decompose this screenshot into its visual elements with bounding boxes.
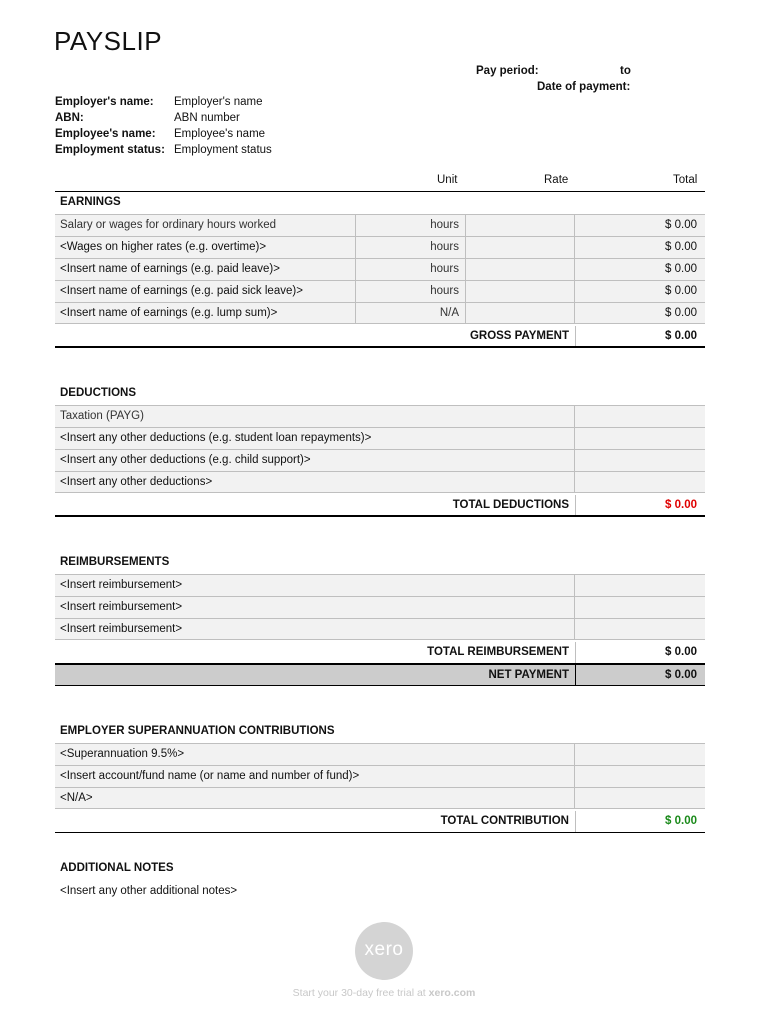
info-value: Employee's name (174, 128, 266, 140)
earning-rate[interactable] (466, 237, 575, 258)
earning-unit[interactable]: hours (356, 215, 466, 236)
table-row (55, 596, 705, 618)
column-header-unit: Unit (437, 174, 458, 186)
total-contribution-value: $ 0.00 (665, 815, 697, 827)
earning-total[interactable]: $ 0.00 (665, 307, 697, 319)
table-row (55, 765, 705, 787)
total-reimbursement-value: $ 0.00 (665, 646, 697, 658)
earning-description[interactable]: <Wages on higher rates (e.g. overtime)> (55, 237, 356, 258)
earnings-table (55, 214, 705, 324)
total-deductions-row (55, 495, 705, 517)
deduction-description[interactable]: <Insert any other deductions (e.g. child support)> (55, 450, 575, 471)
earning-unit[interactable]: N/A (356, 303, 466, 323)
pay-period-label: Pay period: (476, 65, 539, 77)
total-deductions-label: TOTAL DEDUCTIONS (452, 499, 569, 511)
earning-description[interactable]: <Insert name of earnings (e.g. lump sum)> (55, 303, 356, 323)
footer (0, 987, 768, 999)
earning-rate[interactable] (466, 281, 575, 302)
gross-payment-value: $ 0.00 (665, 330, 697, 342)
deduction-total[interactable] (575, 472, 705, 492)
info-value: Employer's name (174, 96, 263, 108)
net-payment-row (55, 663, 705, 686)
table-row (55, 449, 705, 471)
info-value: ABN number (174, 112, 240, 124)
reimbursement-description[interactable]: <Insert reimbursement> (55, 597, 575, 618)
info-value: Employment status (174, 144, 272, 156)
deduction-total[interactable] (575, 450, 705, 471)
table-row (55, 236, 705, 258)
table-row (55, 258, 705, 280)
super-title: EMPLOYER SUPERANNUATION CONTRIBUTIONS (60, 725, 335, 737)
earning-total[interactable]: $ 0.00 (665, 241, 697, 253)
table-row (55, 618, 705, 640)
earning-total[interactable]: $ 0.00 (665, 285, 697, 297)
earnings-title: EARNINGS (60, 196, 121, 208)
super-description[interactable]: <N/A> (55, 788, 575, 808)
footer-link[interactable]: xero.com (428, 987, 476, 999)
super-total[interactable] (575, 766, 705, 787)
deduction-description[interactable]: <Insert any other deductions> (55, 472, 575, 492)
reimbursement-total[interactable] (575, 575, 705, 596)
column-divider (575, 326, 576, 346)
pay-period-to: to (620, 65, 631, 77)
column-divider (575, 811, 576, 832)
table-row (55, 787, 705, 809)
info-key: Employee's name: (55, 128, 156, 140)
earning-rate[interactable] (466, 259, 575, 280)
super-description[interactable]: <Insert account/fund name (or name and number of fund)> (55, 766, 575, 787)
net-payment-value: $ 0.00 (665, 669, 697, 681)
column-divider (575, 495, 576, 515)
super-total[interactable] (575, 744, 705, 765)
xero-logo[interactable]: xero (355, 922, 413, 980)
deductions-title: DEDUCTIONS (60, 387, 137, 399)
earning-unit[interactable]: hours (356, 237, 466, 258)
reimbursement-description[interactable]: <Insert reimbursement> (55, 575, 575, 596)
table-row (55, 405, 705, 427)
table-row (55, 427, 705, 449)
deduction-description[interactable]: Taxation (PAYG) (55, 406, 575, 427)
table-row (55, 471, 705, 493)
date-of-payment-label: Date of payment: (537, 81, 631, 93)
earning-rate[interactable] (466, 303, 575, 323)
reimbursement-total[interactable] (575, 619, 705, 639)
earning-description[interactable]: Salary or wages for ordinary hours worked (55, 215, 356, 236)
table-row (55, 574, 705, 596)
table-row (55, 302, 705, 324)
header-divider (55, 191, 705, 192)
column-header-total: Total (673, 174, 698, 186)
gross-payment-row (55, 326, 705, 348)
earning-unit[interactable]: hours (356, 259, 466, 280)
earning-unit[interactable]: hours (356, 281, 466, 302)
info-key: Employment status: (55, 144, 165, 156)
notes-text[interactable]: <Insert any other additional notes> (60, 885, 238, 897)
deductions-table (55, 405, 705, 493)
reimbursement-total[interactable] (575, 597, 705, 618)
column-divider (575, 665, 576, 685)
reimbursements-table (55, 574, 705, 640)
super-total[interactable] (575, 788, 705, 808)
total-deductions-value: $ 0.00 (665, 499, 697, 511)
total-reimbursement-row (55, 642, 705, 663)
page-title: PAYSLIP (54, 26, 163, 56)
info-key: Employer's name: (55, 96, 154, 108)
column-header-rate: Rate (544, 174, 569, 186)
deduction-total[interactable] (575, 428, 705, 449)
total-contribution-row (55, 811, 705, 833)
footer-text: Start your 30-day free trial at (292, 987, 429, 999)
total-contribution-label: TOTAL CONTRIBUTION (440, 815, 569, 827)
reimbursements-title: REIMBURSEMENTS (60, 556, 170, 568)
column-divider (575, 642, 576, 663)
earning-description[interactable]: <Insert name of earnings (e.g. paid sick leave)> (55, 281, 356, 302)
earning-rate[interactable] (466, 215, 575, 236)
info-key: ABN: (55, 112, 84, 124)
net-payment-label: NET PAYMENT (488, 669, 569, 681)
table-row (55, 280, 705, 302)
earning-description[interactable]: <Insert name of earnings (e.g. paid leave)> (55, 259, 356, 280)
notes-title: ADDITIONAL NOTES (60, 862, 174, 874)
reimbursement-description[interactable]: <Insert reimbursement> (55, 619, 575, 639)
super-description[interactable]: <Superannuation 9.5%> (55, 744, 575, 765)
super-table (55, 743, 705, 809)
deduction-description[interactable]: <Insert any other deductions (e.g. student loan repayments)> (55, 428, 575, 449)
deduction-total[interactable] (575, 406, 705, 427)
total-reimbursement-label: TOTAL REIMBURSEMENT (427, 646, 569, 658)
table-row (55, 214, 705, 236)
earning-total[interactable]: $ 0.00 (665, 219, 697, 231)
gross-payment-label: GROSS PAYMENT (469, 330, 569, 342)
earning-total[interactable]: $ 0.00 (665, 263, 697, 275)
table-row (55, 743, 705, 765)
